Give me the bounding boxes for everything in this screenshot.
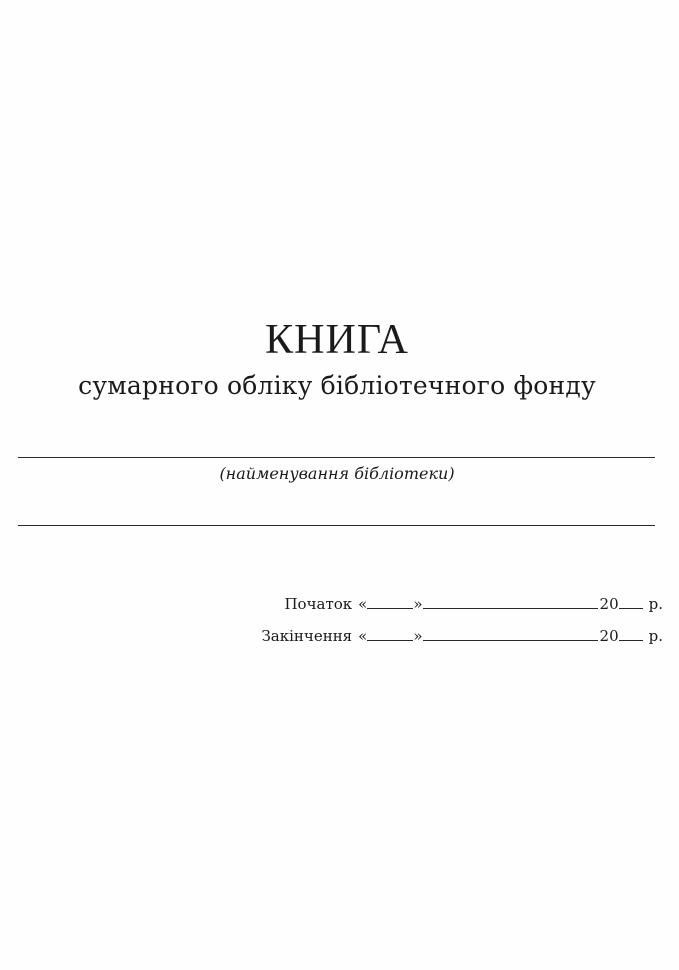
end-date-row xyxy=(261,626,663,646)
start-date-label: Початок xyxy=(284,595,353,613)
start-year-suffix: р. xyxy=(648,595,663,613)
end-year-suffix: р. xyxy=(648,627,663,645)
end-day-blank xyxy=(367,626,413,641)
end-year-prefix: 20 xyxy=(599,627,619,645)
close-quote: » xyxy=(413,595,423,613)
end-year-blank xyxy=(619,626,643,641)
start-month-blank xyxy=(423,594,598,609)
start-year-prefix: 20 xyxy=(599,595,619,613)
end-month-blank xyxy=(423,626,598,641)
library-name-line xyxy=(18,457,655,458)
start-year-blank xyxy=(619,594,643,609)
end-date-label: Закінчення xyxy=(261,627,353,645)
document-title: КНИГА xyxy=(265,317,409,363)
open-quote: « xyxy=(358,627,368,645)
start-day-blank xyxy=(367,594,413,609)
close-quote: » xyxy=(413,627,423,645)
library-name-line-2 xyxy=(18,525,655,526)
open-quote: « xyxy=(358,595,368,613)
library-name-caption: (найменування бібліотеки) xyxy=(219,464,455,483)
document-subtitle: сумарного обліку бібліотечного фонду xyxy=(78,371,596,400)
start-date-row xyxy=(284,594,663,614)
